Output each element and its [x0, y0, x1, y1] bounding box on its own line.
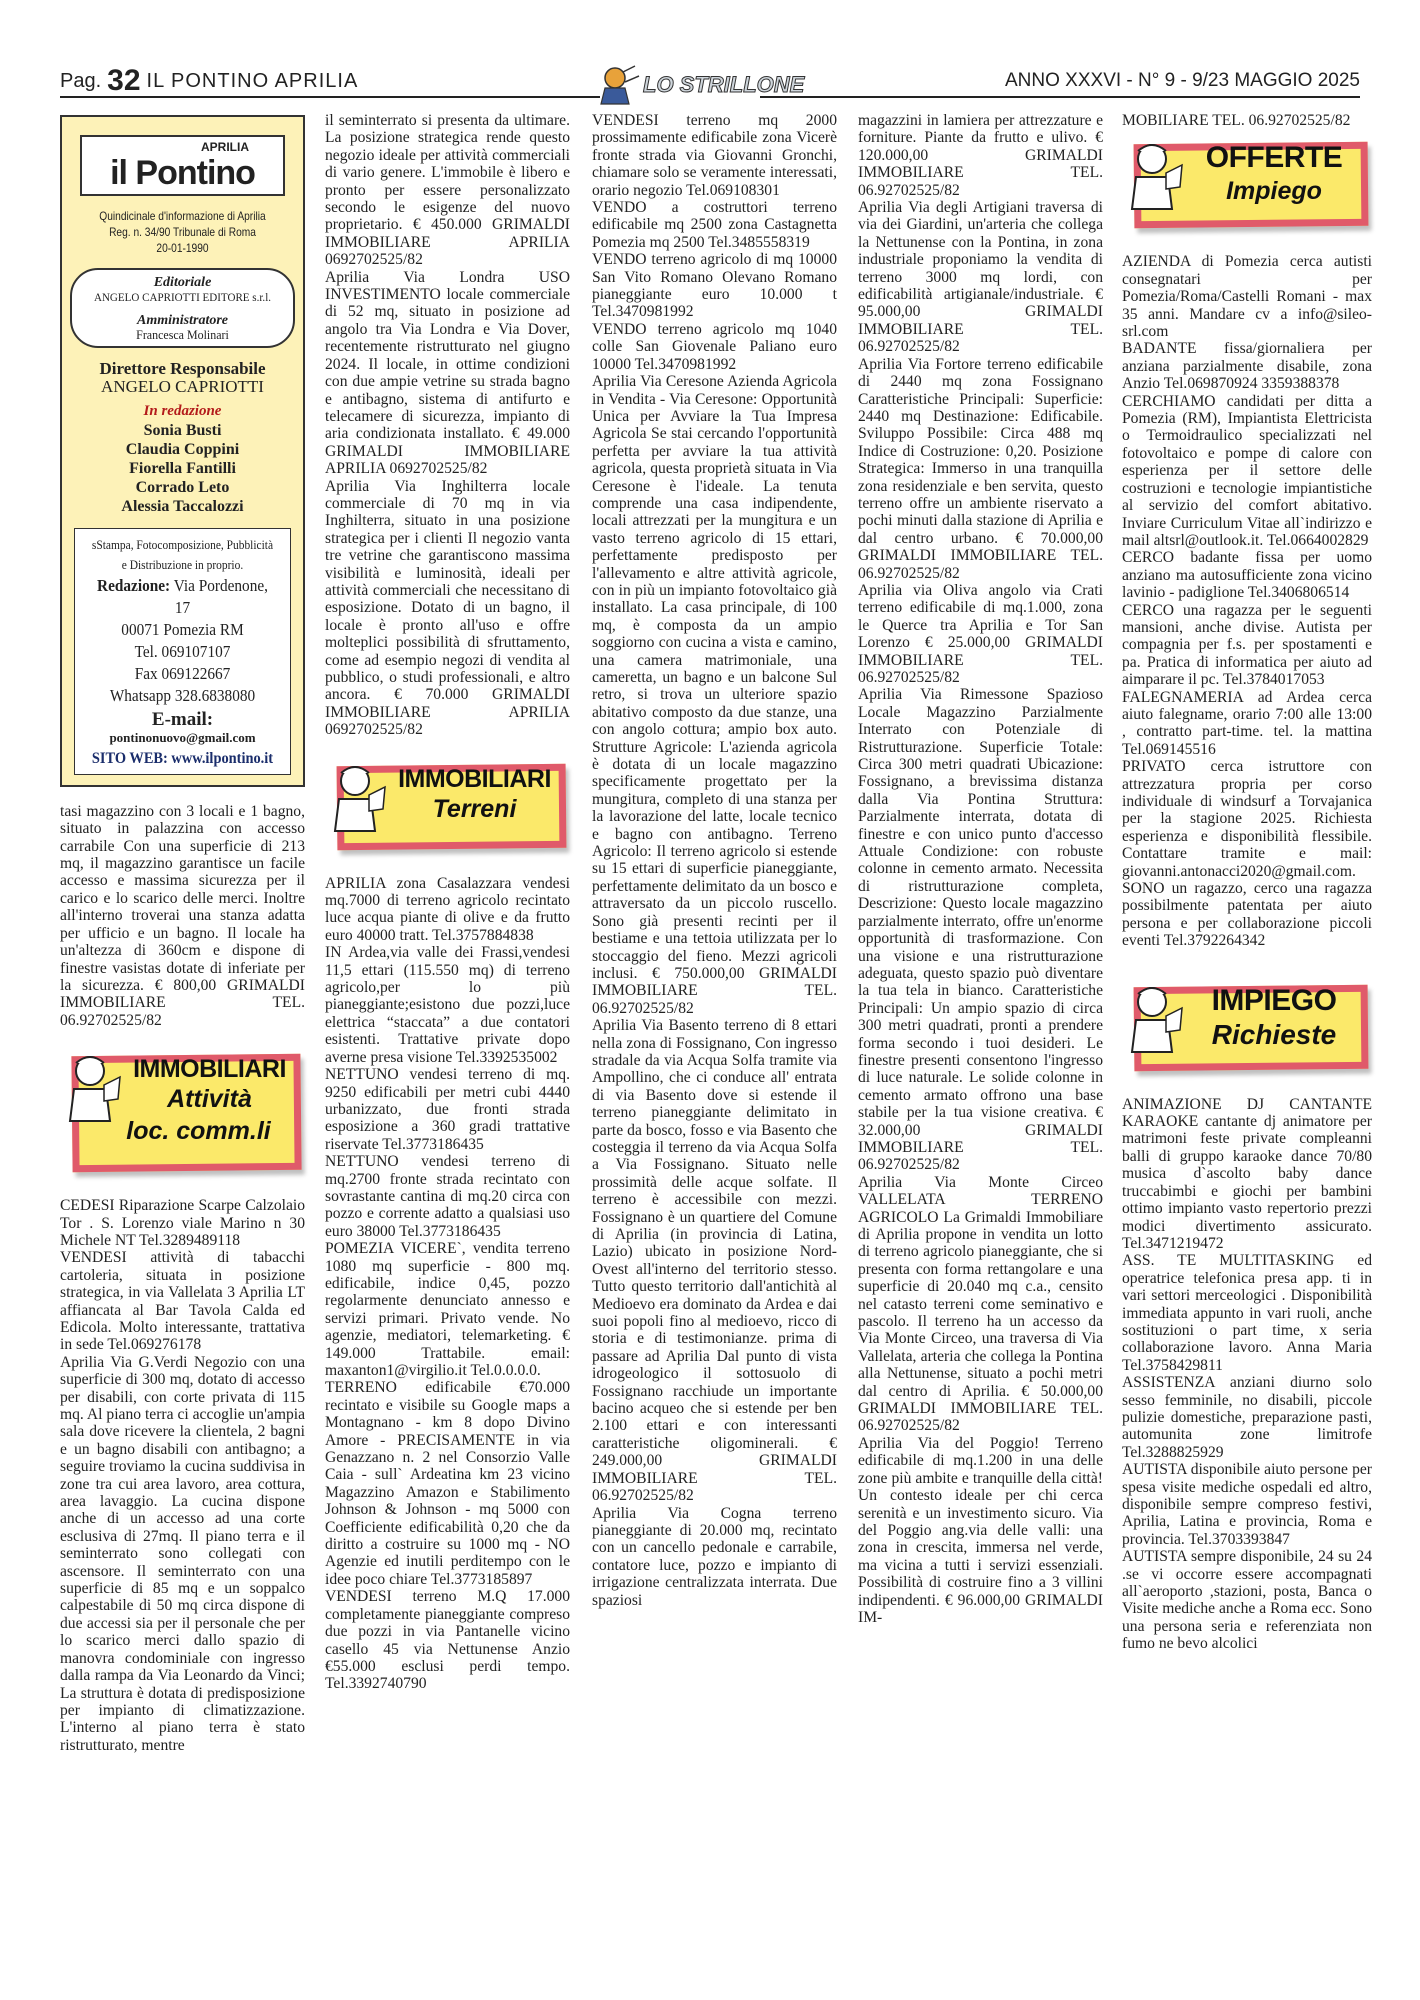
classified-ad: CERCHIAMO candidati per ditta a Pomezia (RM), Impiantista Elettricista o Termoidraulico specializzati nel fotovoltaico e pompe di calore con esperienza per il settore delle costruzioni e tecnologie impiantistiche al servizio del comfort abitativo. Inviare Curriculum Vitae all`indirizzo e mail altsrl@outlook.it. Tel.0664002829	[1122, 392, 1372, 549]
banner-subtitle: Richieste	[1211, 1018, 1337, 1050]
classified-ad: Aprilia Via Fortore terreno edificabile di 2440 mq zona Fossignano Caratteristiche Principali: Superficie: 2440 mq Destinazione: Edificabile. Sviluppo Possibile: Circa 488 mq Indice di Costruzione: 0,20. Posizione Strategica: Immerso in una tranquilla zona residenziale e ben servita, questo terreno offre un ambiente riservato a pochi minuti dalla stazione di Aprilia e dal centro urbano. € 70.000,00 GRIMALDI IMMOBILIARE TEL. 06.92702525/82	[858, 355, 1103, 582]
web-link[interactable]: www.ilpontino.it	[171, 750, 274, 768]
address-line: Via Pordenone, 17	[173, 575, 268, 617]
newsboy-mascot-icon	[60, 1049, 122, 1129]
strillone-logo-text: LO STRILLONE	[643, 72, 805, 97]
redazione-member: Fiorella Fantilli	[129, 459, 236, 477]
classified-ad: APRILIA zona Casalazzara vendesi mq.7000 di terreno agricolo recintato luce acqua piante di olive e da frutto euro 40000 tratt. Tel.3757884838	[325, 874, 570, 944]
classified-ad: Aprilia Via Ceresone Azienda Agricola in Vendita - Via Ceresone: Opportunità Unica per Avviare la Tua Impresa Agricola Se stai cercando l'opportunità perfetta per avviare la tua attività agricola, questa proprietà situata in Via Ceresone è l'ideale. La tenuta comprende una casa indipendente, locali attrezzati per la mungitura e un vasto terreno agricolo di 15 ettari, perfettamente predisposto per l'allevamento e altre attività agricole, con in più un impianto fotovoltaico già installato. La casa principale, di 100 mq, è composta da un ampio soggiorno con cucina a vista e camino, una camera matrimoniale, una cameretta, un bagno e un balcone Sul retro, si trova un ulteriore spazio abitativo composto da due stanze, una con angolo cottura; ampio box auto. Strutture Agricole: L'azienda agricola è dotata di un locale magazzino specificamente progettato per la mungitura, completo di una stanza per la lavorazione del latte, locale tecnico e bagno con antibagno. Terreno Agricolo: Il terreno agricolo si estende su 15 ettari di superficie pianeggiante, perfettamente delimitato da un bosco e attraversato da un piccolo ruscello. Sono già presenti recinti per il bestiame e una tettoia utilizzata per lo stoccaggio del fieno. Mezzi agricoli inclusi. € 750.000,00 GRIMALDI IMMOBILIARE TEL. 06.92702525/82	[592, 373, 837, 1017]
editoriale-label: Editoriale	[153, 275, 212, 291]
banner-subtitle-2: loc. comm.li	[126, 1117, 271, 1146]
redazione-member: Claudia Coppini	[125, 440, 240, 458]
classified-ad: TERRENO edificabile €70.000 recintato e visibile su Google maps a Montagnano - km 8 dopo Divino Amore - PRECISAMENTE in via Genazzano n. 2 nel Consorzio Valle Caia - sull` Ardeatina km 23 vicino Magazzino Amazon e Stabilimento Johnson & Johnson - mq 5000 con Coefficiente edificabilità 0,20 che da diritto a costruire su 1000 mq - NO Agenzie ed inutili perditempo con le idee poco chiare Tel.3773185897	[325, 1379, 570, 1588]
banner-title: IMMOBILIARI	[398, 764, 551, 793]
issue-info: ANNO XXXVI - N° 9 - 9/23 MAGGIO 2025	[760, 68, 1360, 98]
classified-ad: IN Ardea,via valle dei Frassi,vendesi 11,5 ettari (115.550 mq) di terreno agricolo,per lo più pianeggiante;esistono due pozzi,luce elettrica “staccata” a due contatori esistenti. Trattative private dopo averne presa visione Tel.3392535002	[325, 944, 570, 1066]
classified-ad: CEDESI Riparazione Scarpe Calzolaio Tor . S. Lorenzo viale Marino n 30 Michele NT Tel.3289489118	[60, 1197, 305, 1249]
classified-ad: VENDESI attività di tabacchi cartoleria, situata in posizione strategica, in via Vallelata 3 Aprilia LT affiancata al Bar Tavola Calda ed Edicola. Molto interessante, trattativa in sede Tel.069276178	[60, 1249, 305, 1354]
classified-ad: AUTISTA disponibile aiuto persone per spesa visite mediche ospedali ed altro, disponibile sempre compreso festivi, Aprilia, Latina e provincia, Roma e provincia. Tel.3703393847	[1122, 1461, 1372, 1548]
page-label: Pag.	[60, 70, 102, 92]
section-banner-richieste	[1122, 980, 1372, 1078]
column-2	[325, 112, 570, 1693]
masthead-info-line: Quindicinale d'informazione di Aprilia	[99, 209, 266, 224]
classified-ad: VENDESI terreno mq 2000 prossimamente edificabile zona Vicerè fronte strada via Giovanni Gronchi, chiamare solo se veramente interessati, orario negozio Tel.069108301	[592, 112, 837, 199]
address-line: 00071 Pomezia RM	[121, 619, 244, 639]
masthead-logo-big: il Pontino	[110, 154, 255, 193]
classified-ad: Aprilia Via Cogna terreno pianeggiante di 20.000 mq, recintato con un cancello pedonale e carrabile, contatore luce, pozzo e impianto di irrigazione centralizzata interrata. Due spaziosi	[592, 1504, 837, 1609]
email-line	[79, 708, 286, 747]
redazione-member: Corrado Leto	[135, 478, 230, 496]
classified-ad: Aprilia Via Londra USO INVESTIMENTO locale commerciale di 52 mq, situato in posizione ad angolo tra Via Londra e Via Dover, recentemente ristrutturato nel giugno 2024. Il locale, in ottime condizioni con due ampie vetrine su strada bagno e antibagno, sistema di antifurto e telecamere di sicurezza, impianto di aria condizionata installato. € 49.000 GRIMALDI IMMOBILIARE APRILIA 0692702525/82	[325, 268, 570, 478]
address-label: Redazione:	[97, 575, 171, 595]
classified-ad: ANIMAZIONE DJ CANTANTE KARAOKE cantante dj animatore per matrimoni feste private compleanni balli di gruppo karaoke dance 70/80 musica d`ascolto baby dance truccabimbi e giochi per bambini ottimo impianto vasto repertorio prezzi modici divertimento assicurato. Tel.3471219472	[1122, 1095, 1372, 1252]
classified-ad: ASSISTENZA anziani diurno solo sesso femminile, no disabili, piccole pulizie domestiche, preparazione pasti, automunita zone limitrofe Tel.3288825929	[1122, 1374, 1372, 1461]
direttore-label: Direttore Responsabile	[99, 359, 266, 379]
classified-ad: SONO un ragazzo, cerco una ragazza possibilmente patentata per aiuto persona e per collaborazione piccoli eventi Tel.3792264342	[1122, 880, 1372, 950]
web-line	[89, 750, 275, 767]
classified-ad: AUTISTA sempre disponibile, 24 su 24 .se vi occorre essere accompagnati all`aeroporto ,stazioni, posta, Banca o Visite mediche anche a Roma ecc. Sono una persona seria e referenziata non fumo ne bevo alcolici	[1122, 1548, 1372, 1653]
redazione-list	[62, 421, 303, 516]
classified-ad: il seminterrato si presenta da ultimare. La posizione strategica rende questo negozio ideale per attività commerciali di vario genere. L'immobile è libero e pronto per essere personalizzato secondo le esigenze del nuovo proprietario. € 450.000 GRIMALDI IMMOBILIARE APRILIA 0692702525/82	[325, 112, 570, 269]
column-3	[592, 112, 837, 1609]
masthead-info-line: Reg. n. 34/90 Tribunale di Roma	[109, 225, 256, 240]
column-1	[60, 115, 305, 1754]
column-5	[1122, 112, 1372, 1653]
masthead-logo-small: APRILIA	[201, 140, 249, 154]
web-label: SITO WEB:	[91, 750, 168, 768]
masthead-logo	[80, 135, 285, 196]
column-4	[858, 112, 1103, 1626]
stampa-note: sStampa, Fotocomposizione, Pubblicità e Distribuzione in proprio.	[91, 536, 274, 572]
classified-ad: POMEZIA VICERE`, vendita terreno 1080 mq superficie - 800 mq. edificabile, indice 0,45, pozzo regolarmente denunciato annesso e servizi primari. Privato vende. No agenzie, mediatori, telemarketing. € 149.000 Trattabile. email: maxanton1@virgilio.it Tel.0.0.0.0.	[325, 1240, 570, 1379]
classified-ad: VENDESI terreno M.Q 17.000 completamente pianeggiante compreso due pozzi in via Pantanelle vicino casello 45 via Nettunense Anzio €55.000 esclusi perdi tempo. Tel.3392740790	[325, 1588, 570, 1693]
whatsapp-line: Whatsapp 328.6838080	[109, 685, 256, 705]
banner-subtitle: Attività	[167, 1085, 252, 1114]
classified-ad: Aprilia Via Inghilterra locale commerciale di 70 mq in via Inghilterra, situato in una posizione strategica per i clienti Il negozio vanta tre vetrine che garantiscono massima visibilità e luminosità, ideali per attività commerciali che necessitano di esposizione. Dotato di un bagno, il locale è pronto all'uso e offre molteplici possibilità di sfruttamento, come ad esempio negozi di vendita al pubblico, o studi professionali, e altro ancora. € 70.000 GRIMALDI IMMOBILIARE APRILIA 0692702525/82	[325, 477, 570, 739]
classified-ad: Aprilia Via Rimessone Spazioso Locale Magazzino Parzialmente Interrato con Potenziale di Ristrutturazione. Superficie Totale: Circa 300 metri quadrati Ubicazione: Fossignano, a brevissima distanza dalla Via Pontina Struttura: Parzialmente interrata, dotata di finestre e con unico punto d'accesso Attuale Condizione: con robuste colonne in cemento armato. Necessita di ristrutturazione completa, Descrizione: Questo locale magazzino parzialmente interrato, offre un'enorme opportunità di trasformazione. Con una visione e una ristrutturazione adeguata, questo spazio può diventare la tua tela in bianco. Caratteristiche Principali: Un ampio spazio di circa 300 metri quadrati, pronti a prendere forma secondo i tuoi desideri. Le finestre presenti consentono l'ingresso di luce naturale. Le solide colonne in cemento armato offrono una base stabile per la tua visione creativa. € 32.000,00 GRIMALDI IMMOBILIARE TEL. 06.92702525/82	[858, 686, 1103, 1174]
page-number: 32	[107, 64, 141, 97]
redazione-label: In redazione	[143, 403, 222, 420]
banner-title: IMPIEGO	[1211, 983, 1337, 1017]
publisher-box	[70, 268, 295, 348]
masthead-box	[60, 115, 305, 787]
direttore-name: ANGELO CAPRIOTTI	[101, 376, 264, 396]
amministratore-label: Amministratore	[136, 313, 229, 329]
phone-line: Tel. 069107107	[134, 641, 231, 661]
editoriale-name: ANGELO CAPRIOTTI EDITORE s.r.l.	[93, 290, 272, 305]
email-link[interactable]: pontinonuovo@gmail.com	[109, 730, 256, 746]
classified-ad: Aprilia Via Monte Circeo VALLELATA TERRENO AGRICOLO La Grimaldi Immobiliare di Aprilia propone in vendita un lotto di terreno agricolo pianeggiante, che si presenta con forma rettangolare e una superficie di 20.040 mq c.a., censito nel catasto terreni come seminativo e pascolo. Il terreno ha un accesso da Via Monte Circeo, una traversa di Via Vallelata, arteria che collega la Pontina alla Nettunense, situato a pochi metri dal centro di Aprilia. € 50.000,00 GRIMALDI IMMOBILIARE TEL. 06.92702525/82	[858, 1173, 1103, 1435]
newsboy-mascot-icon	[325, 759, 387, 839]
classified-ad: MOBILIARE TEL. 06.92702525/82	[1122, 112, 1351, 129]
banner-subtitle: Impiego	[1226, 177, 1322, 206]
section-banner-offerte	[1122, 137, 1372, 235]
classified-ad: Aprilia Via Basento terreno di 8 ettari nella zona di Fossignano, Con ingresso stradale da via Acqua Solfa tramite via Ampollino, che ci conduce all' entrata di via Basento dove si estende il terreno pianeggiante delimitato in parte da bosco, fosso e via Basento che costeggia il terreno da via Acqua Solfa a Via Fossignano. Situato nelle prossimità delle acque solfate. Il terreno è accessibile con mezzi. Fossignano è un quartiere del Comune di Aprilia (in provincia di Latina, Lazio) ubicato in posizione Nord-Ovest all'interno del territorio stesso. Tutto questo territorio dall'antichità al Medioevo era dominato da Ardea e dai suoi popoli fino al medioevo, ricco di storia e di testimonianze. prima di passare ad Aprilia Dal punto di vista idrogeologico il sottosuolo di Fossignano racchiude un importante bacino acqueo che si estende per ben 2.100 ettari e con interessanti caratteristiche oligominerali. € 249.000,00 GRIMALDI IMMOBILIARE TEL. 06.92702525/82	[592, 1017, 837, 1505]
classified-ad: ASS. TE MULTITASKING ed operatrice telefonica presa app. ti in vari settori merceologici . Disponibilità immediata appunto in vari ruoli, anche sostituzioni o part time, x seria collaborazione lavoro. Anna Maria Tel.3758429811	[1122, 1252, 1372, 1374]
contact-box	[74, 528, 291, 775]
section-banner-attivita	[60, 1049, 305, 1179]
redazione-member: Alessia Taccalozzi	[121, 497, 244, 515]
amministratore-name: Francesca Molinari	[136, 327, 229, 343]
page-header	[60, 64, 1360, 98]
fax-line: Fax 069122667	[134, 663, 231, 683]
banner-title: OFFERTE	[1205, 141, 1343, 175]
classified-ad: CERCO una ragazza per le seguenti mansioni, anche divise. Autista per compagnia per f.s. per spostamenti e pa. Pratica di informatica per aiuto ad aimparare il pc. Tel.3784017053	[1122, 601, 1372, 689]
page-header-left	[60, 64, 600, 98]
banner-subtitle: Terreni	[432, 794, 517, 823]
strillone-logo-icon	[595, 62, 805, 106]
banner-title: IMMOBILIARI	[133, 1055, 286, 1084]
masthead-info	[80, 208, 285, 256]
section-banner-terreni	[325, 759, 570, 857]
classified-ad: AZIENDA di Pomezia cerca autisti consegnatari per Pomezia/Roma/Castelli Romani - max 35 anni. Mandare cv a info@sileo-srl.com	[1122, 253, 1372, 341]
classified-ad: Aprilia Via del Poggio! Terreno edificabile di mq.1.200 in una delle zone più ambite e tranquille della città! Un contesto ideale per chi cerca serenità e un investimento sicuro. Via del Poggio ang.via delle valli: una zona in crescita, immersa nel verde, ma vicina a tutti i servizi essenziali. Possibilità di costruire fino a 3 villini indipendenti. € 96.000,00 GRIMALDI IM-	[858, 1434, 1103, 1626]
classified-ad: Aprilia via Oliva angolo via Crati terreno edificabile di mq.1.000, zona le Querce tra Aprilia e Tor San Lorenzo € 25.000,00 GRIMALDI IMMOBILIARE TEL. 06.92702525/82	[858, 581, 1103, 686]
classified-ad: VENDO terreno agricolo di mq 10000 San Vito Romano Olevano Romano pianeggiante euro 10.000 t Tel.3470981992	[592, 251, 837, 321]
classified-ad: CERCO badante fissa per uomo anziano ma autosufficiente zona vicino lavinio - padiglione Tel.3406806514	[1122, 549, 1372, 602]
classified-ad: BADANTE fissa/giornaliera per anziana parzialmente disabile, zona Anzio Tel.069870924 3359388378	[1122, 340, 1372, 393]
classified-ad: NETTUNO vendesi terreno di mq.2700 fronte strada recintato con sovrastante cantina di mq.20 circa con pozzo e corrente adatto a qualsiasi uso euro 38000 Tel.3773186435	[325, 1153, 570, 1240]
redazione-member: Sonia Busti	[143, 421, 222, 439]
classified-ad: Aprilia Via G.Verdi Negozio con una superficie di 300 mq, dotato di accesso per disabili, con corte privata di 115 mq. Al piano terra ci accoglie un'ampia sala dove ricevere la clientela, 2 bagni e un bagno disabili con antibagno; a seguire troviamo la cucina suddivisa in zone tra cui area lavoro, area cottura, area lavaggio. La cucina dispone anche di un accesso ad una corte esclusiva di 27mq. Il piano terra e il seminterrato sono collegati con ascensore. Il seminterrato con una superficie di 85 mq e un soppalco calpestabile di 50 mq circa dispone di due accessi sia per il personale che per lo scarico merci dallo spazio di manovra condominiale con ingresso dalla rampa da Via Leonardo da Vinci; La struttura è dotata di predisposizione per impianto di climatizzazione. L'interno al piano terra è stato ristrutturato, mentre	[60, 1353, 305, 1754]
classified-ad: PRIVATO cerca istruttore con attrezzatura propria per corso individuale di windsurf a Torvajanica per la stagione 2025. Richiesta esperienza e disponibilità flessibile. Contattare tramite e mail: giovanni.antonacci2020@gmail.com.	[1122, 758, 1372, 880]
classified-ad: FALEGNAMERIA ad Ardea cerca aiuto falegname, orario 7:00 alle 13:00 , contratto part-time. tel. la mattina Tel.069145516	[1122, 688, 1372, 758]
classified-ad: magazzini in lamiera per attrezzature e forniture. Piante da frutto e ulivo. € 120.000,00 GRIMALDI IMMOBILIARE TEL. 06.92702525/82	[858, 112, 1103, 199]
publication-name: IL PONTINO APRILIA	[146, 70, 359, 92]
newsboy-mascot-icon	[1122, 137, 1184, 217]
classified-ad: Aprilia Via degli Artigiani traversa di via dei Giardini, un'arteria che collega la Nettunense con la Pontina, in zona industriale proponiamo la vendita di terreno 3000 mq lordi, con edificabilità artigianale/industriale. € 95.000,00 GRIMALDI IMMOBILIARE TEL. 06.92702525/82	[858, 199, 1103, 356]
email-label: E-mail:	[151, 708, 214, 730]
classified-ad: tasi magazzino con 3 locali e 1 bagno, situato in palazzina con accesso carrabile Con una superficie di 213 mq, il magazzino garantisce un facile accesso e massima sicurezza per il carico e lo scarico delle merci. Inoltre all'interno troverai una stanza adatta per ufficio e un bagno. Il locale ha un'altezza di 360cm e dispone di finestre vasistas dotate di inferiate per la sicurezza. € 800,00 GRIMALDI IMMOBILIARE TEL. 06.92702525/82	[60, 802, 305, 1029]
classified-ad: VENDO terreno agricolo mq 1040 colle San Giovenale Paliano euro 10000 Tel.3470981992	[592, 320, 837, 373]
classified-ad: VENDO a costruttori terreno edificabile mq 2500 zona Castagnetta Pomezia mq 2500 Tel.3485558319	[592, 199, 837, 251]
address-block	[89, 575, 275, 707]
newsboy-mascot-icon	[1122, 980, 1184, 1060]
classified-ad: NETTUNO vendesi terreno di mq. 9250 edificabili per metri cubi 4440 urbanizzato, due fronti strada esposizione a 360 gradi trattative riservate Tel.3773186435	[325, 1066, 570, 1153]
masthead-info-line: 20-01-1990	[156, 241, 209, 256]
